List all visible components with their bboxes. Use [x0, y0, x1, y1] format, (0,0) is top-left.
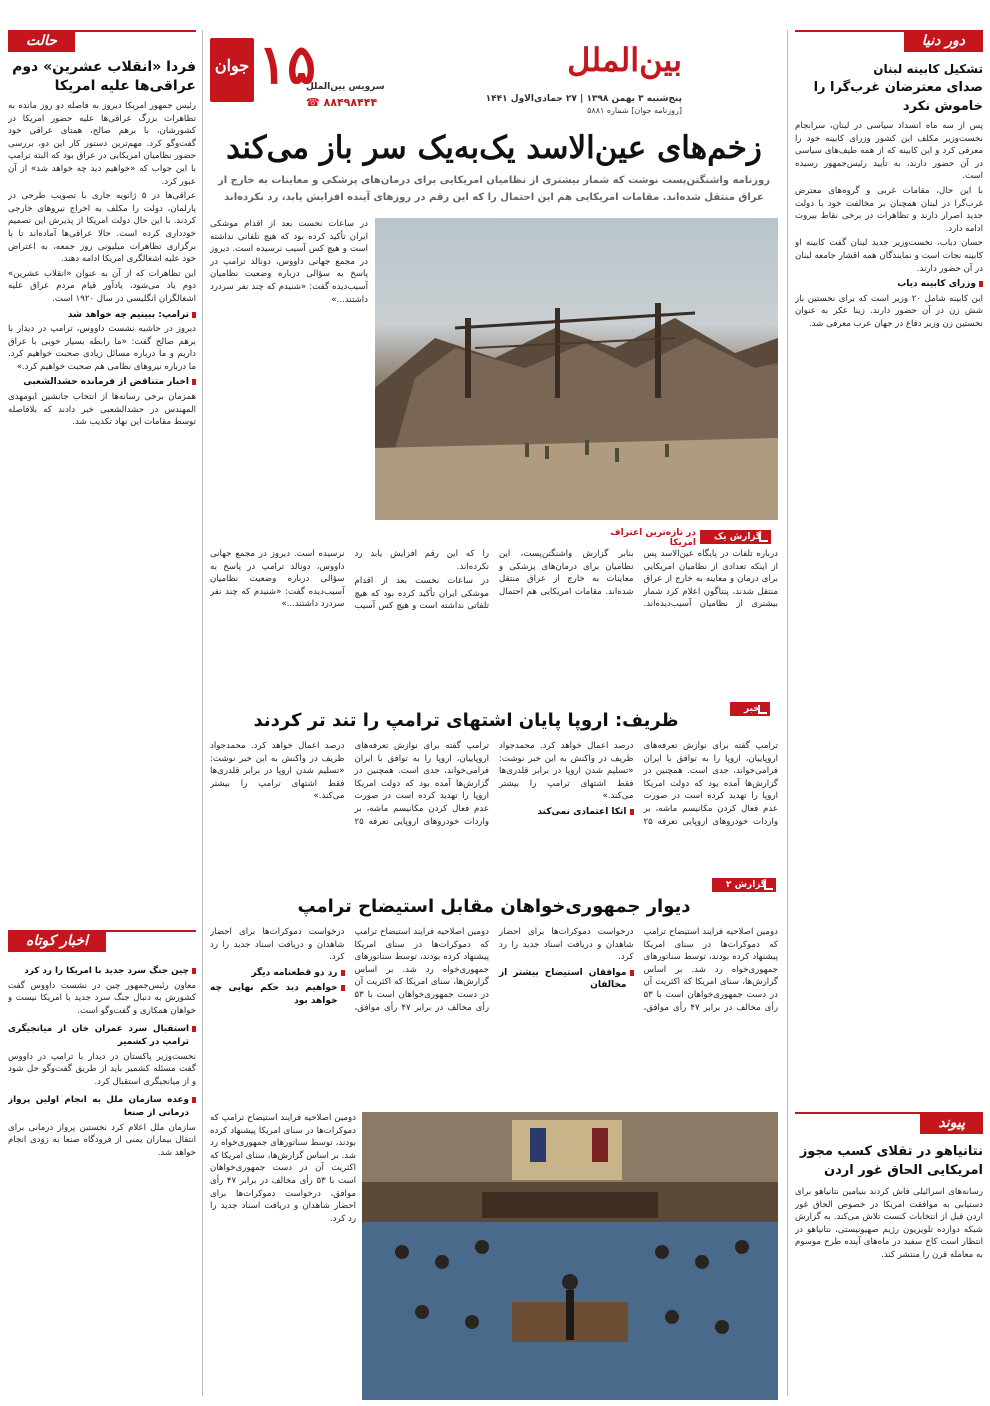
- main-photo: [375, 218, 778, 520]
- main-lead: روزنامه واشنگتن‌پست نوشت که شمار بیشتری از نظامیان امریکایی برای درمان‌های پزشکی و معاینات به خارج از عراق منتقل شده‌اند. مقامات امریکایی هم این احتمال را که این رقم در روزهای آینده افزایش یابد، رد نکرده‌اند: [218, 175, 770, 203]
- editor-label: سرویس بین‌الملل: [306, 82, 385, 92]
- paragraph: درباره تلفات در پایگاه عین‌الاسد پس از اینکه تعدادی از نظامیان امریکایی برای درمان و معاینه به خارج از عراق منتقل شدند، پنتاگون اعلام کرد شمار بیشتری از نظامیان آسیب‌دیده‌اند. بنابر گزارش واشنگتن‌پست، این نظامیان برای درمان‌های پزشکی و معاینات به خارج از عراق منتقل شده‌اند. مقامات امریکایی هم احتمال را که این رقم افزایش یابد رد نکرده‌اند.: [354, 549, 778, 610]
- logo-box: [210, 38, 254, 102]
- article-title: فردا «انقلاب عشرین» دوم عراقی‌ها علیه امریکا: [12, 59, 196, 94]
- paragraph: ترامپ گفته برای نوازش تعرفه‌های اروپاییان، اروپا را به توافق با ایران فرامی‌خواند، جدی است. همچنین در گزارش‌ها آمده بود که دولت امریکا اروپا را تهدید کرده است در صورت عدم فعال کردن مکانیسم ماشه، بر واردات خودروهای اروپایی تعرفه ۲۵ درصد اعمال خواهد کرد. محمدجواد ظریف در واکنش به این خبر نوشت: «تسلیم شدن اروپا در برابر قلدری‌ها فقط اشتهای ترامپ را بیشتر می‌کند.»: [499, 741, 778, 827]
- subheading: ترامپ: ببینیم چه خواهد شد: [8, 309, 196, 322]
- paragraph: رئیس جمهور امریکا دیروز به فاصله دو روز مانده به تظاهرات بزرگ عراقی‌ها علیه حضور امریکا در کشورشان، با برهم صالح، همتای عراقی خود گفت‌وگو کرد. مهم‌ترین دستور کار این دو، بررسی حضور نظامیان امریکایی در عراق بود که البته ترامپ با این جواب که «خواهیم دید چه خواهد شد» از آن عبور کرد.: [8, 101, 196, 187]
- paragraph: دومین اصلاحیه فرایند استیضاح ترامپ که دموکرات‌ها در سنای امریکا پیشنهاد کرده بودند، توسط سناتورهای جمهوری‌خواه رد شد. بر اساس گزارش‌ها، سنای امریکا که اکثریت آن در دست جمهوری‌خواهان است با ۵۳ رأی مخالف در برابر ۴۷ رأی موافق، درخواست دموکرات‌ها برای احضار شاهدان و دریافت اسناد جدید را رد کرد.: [499, 927, 778, 1013]
- section-name: بین‌الملل: [567, 41, 682, 79]
- destroyed-base-illustration: [375, 218, 778, 520]
- page-number: ۱۵: [258, 32, 317, 96]
- senate-chamber-illustration: [362, 1112, 778, 1400]
- section-band-label: حالت: [8, 30, 75, 52]
- paragraph: حسان دیاب، نخست‌وزیر جدید لبنان گفت کابینه او کابینه نجات است و نمایندگان همه اقشار جامعه لبنان در آن حضور دارند.: [795, 238, 983, 274]
- report-tab: [700, 530, 771, 544]
- bottom-section-band: [795, 1112, 983, 1138]
- main-headline: زخم‌های عین‌الاسد یک‌به‌یک سر باز می‌کند: [226, 130, 762, 166]
- paragraph: پس از سه ماه انسداد سیاسی در لبنان، سرانجام نخست‌وزیر مکلف این کشور وزرای کابینه خود را معرفی کرد و این کابینه که از همه طیف‌های سیاسی در آن حضور دارند، به تأیید رئیس‌جمهور رسیده است.: [795, 121, 983, 182]
- logo-brand: جوان: [214, 56, 250, 75]
- brief-item: [8, 965, 196, 1017]
- brief-item: [8, 1094, 196, 1159]
- paragraph: همزمان برخی رسانه‌ها از انتخاب جانشین ابومهدی المهندس در حشدالشعبی خبر دادند که بلافاصله توسط مقامات این نهاد تکذیب شد.: [8, 392, 196, 428]
- europe-headline: ظریف: اروپا پایان اشتهای ترامپ را تند تر کردند: [253, 710, 679, 731]
- section-band: [8, 30, 196, 56]
- editor-line: [306, 82, 385, 92]
- section-band: [795, 30, 983, 56]
- news-tab: [730, 702, 770, 716]
- paragraph: دیروز در حاشیه نشست داووس، ترامپ در دیدار با برهم صالح گفت: «ما رابطه بسیار خوبی با عراق داریم و ما درباره مسائل زیادی صحبت خواهیم کرد. ما درباره نیروهای نظامی هم صحبت خواهیم کرد.»: [8, 324, 196, 372]
- phone-number: [306, 96, 377, 109]
- paragraph: این تظاهرات که از آن به عنوان «انقلاب عشرین» دوم یاد می‌شود، یادآور قیام مردم عراق علیه اشغالگران انگلیسی در سال ۱۹۲۰ است.: [8, 268, 196, 304]
- right-column: [795, 30, 983, 1400]
- brief-text: سازمان ملل اعلام کرد نخستین پرواز درمانی برای انتقال بیماران یمنی از فرودگاه صنعا به زودی انجام خواهد شد.: [8, 1122, 196, 1158]
- article-body: [795, 120, 983, 1180]
- masthead: [210, 32, 778, 116]
- section-band-label: دور دنیا: [904, 30, 983, 52]
- column-rule: [202, 30, 203, 1396]
- phone-icon: ☎: [306, 96, 324, 109]
- news-tab-label: خبر: [744, 704, 760, 714]
- article-kicker: تشکیل کابینه لبنان: [873, 62, 983, 76]
- date-line: پنج‌شنبه ۳ بهمن ۱۳۹۸ | ۲۷ جمادی‌الاول ۱۴۴۱: [485, 94, 682, 104]
- brief-title: وعده سازمان ملل به انجام اولین پرواز درمانی از صنعا: [8, 1094, 196, 1119]
- brief-title: چین جنگ سرد جدید با امریکا را رد کرد: [8, 965, 196, 978]
- brief-news-list: [8, 962, 196, 1392]
- senate-body: [210, 926, 778, 1106]
- paragraph: با این حال، مقامات غربی و گروه‌های معترض غرب‌گرا در لبنان همچنان بر مخالفت خود با دولت جدید اصرار دارند و تظاهرات در برخی نقاط بیروت ادامه دارد.: [795, 185, 983, 234]
- brief-text: نخست‌وزیر پاکستان در دیدار با ترامپ در داووس گفت مسئله کشمیر باید از طریق گفت‌وگو حل شود و از میانجیگری استقبال کرد.: [8, 1051, 196, 1087]
- report-body: [210, 548, 778, 698]
- side-article: در ساعات نخست بعد از اقدام موشکی ایران تأکید کرده بود که هیچ تلفاتی نداشته است و هیچ کس آسیب نرسیده است. دیروز در مجمع جهانی داووس، دونالد ترامپ در پاسخ به سؤالی درباره وضعیت نظامیان آسیب‌دیده گفت: «شنیدم که چند نفر سردرد داشتند...»: [210, 219, 368, 305]
- paragraph: در ساعات نخست بعد از اقدام موشکی ایران تأکید کرده بود که هیچ تلفاتی نداشته است و هیچ کس آسیب نرسیده است. دیروز در مجمع جهانی داووس، دونالد ترامپ در پاسخ به سؤالی درباره وضعیت نظامیان آسیب‌دیده گفت: «شنیدم که چند نفر سردرد داشتند...»: [210, 549, 489, 612]
- brief-title: استقبال سرد عمران خان از میانجیگری ترامپ در کشمیر: [8, 1023, 196, 1048]
- brief-news-band: [8, 930, 196, 956]
- report2-tab-label: گزارش ۲: [726, 880, 767, 890]
- issue-line: [روزنامه جوان] شماره ۵۸۸۱: [587, 106, 682, 115]
- brief-text: معاون رئیس‌جمهور چین در نشست داووس گفت کشورش به دنبال جنگ سرد جدید با امریکا نیست و خواهان همکاری و گفت‌وگو است.: [8, 980, 196, 1016]
- europe-body: [210, 740, 778, 876]
- report2-tab: [712, 878, 776, 892]
- subheading: اخبار متناقض از فرمانده حشدالشعبی: [8, 376, 196, 389]
- subheading: رد دو قطعنامه دیگر: [210, 967, 345, 980]
- phone-value: ۸۸۴۹۸۴۴۴: [323, 96, 378, 109]
- paragraph: ترامپ گفته برای نوازش تعرفه‌های اروپاییان، اروپا را به توافق با ایران فرامی‌خواند، جدی است. همچنین در گزارش‌ها آمده بود که دولت امریکا اروپا را تهدید کرده است در صورت عدم فعال کردن مکانیسم ماشه، بر واردات خودروهای اروپایی تعرفه ۲۵ درصد اعمال خواهد کرد. محمدجواد ظریف در واکنش به این خبر نوشت: «تسلیم شدن اروپا در برابر قلدری‌ها فقط اشتهای ترامپ را بیشتر می‌کند.»: [210, 741, 489, 827]
- subheading: اتکا اعتمادی نمی‌کند: [499, 806, 634, 819]
- bottom-section-band-label: پیوند: [920, 1112, 983, 1134]
- subheading: وزرای کابینه دیاب: [795, 278, 983, 291]
- bottom-article-body: رسانه‌های اسرائیلی فاش کردند بنیامین نتانیاهو برای دستیابی به موافقت امریکا در خصوص الحاق غور اردن قبل از انتخابات کنست تلاش می‌کند. به گزارش شبکه دوازده تلویزیون رژیم صهیونیستی، نتانیاهو در انتظار است کاخ سفید در ماه‌های آینده طرح موسوم به معامله قرن را منتشر کند.: [795, 1187, 983, 1260]
- column-rule: [787, 30, 788, 1396]
- senate-headline: دیوار جمهوری‌خواهان مقابل استیضاح ترامپ: [297, 896, 691, 917]
- brief-news-band-label: اخبار کوتاه: [8, 930, 106, 952]
- paragraph: این کابینه شامل ۲۰ وزیر است که برای نخستین بار شش زن در آن حضور دارند. زینا عکر به عنوان نخستین زن وزیر دفاع در جهان عرب معرفی شد.: [795, 293, 983, 329]
- senate-photo: [362, 1112, 778, 1400]
- subheading: خواهیم دید حکم نهایی چه خواهد بود: [210, 982, 345, 1007]
- left-column: [8, 30, 196, 1400]
- report-tab-label: گزارش یک: [714, 532, 762, 542]
- article-body: [8, 100, 196, 955]
- subheading: موافقان استیضاح بیشتر از مخالفان: [499, 967, 634, 992]
- brief-item: [8, 1023, 196, 1088]
- bottom-article-title: نتانیاهو در تقلای کسب مجوز امریکایی الحاق غور اردن: [799, 1144, 983, 1178]
- paragraph: عراقی‌ها در ۵ ژانویه جاری با تصویب طرحی در پارلمان، دولت را مکلف به اخراج نیروهای خارجی کردند. با این حال دولت امریکا از پذیرش این تصمیم خودداری کرده است. حالا عراقی‌ها آماده‌اند تا با برگزاری تظاهرات میلیونی روز جمعه، به اعتراض خود علیه اشغالگری امریکا ادامه دهند.: [8, 191, 196, 265]
- article-title: صدای معترضان غرب‌گرا را خاموش نکرد: [813, 80, 983, 114]
- paragraph: دومین اصلاحیه فرایند استیضاح ترامپ که دموکرات‌ها در سنای امریکا پیشنهاد کرده بودند، توسط سناتورهای جمهوری‌خواه رد شد. بر اساس گزارش‌ها، سنای امریکا که اکثریت آن در دست جمهوری‌خواهان است با ۵۳ رأی مخالف در برابر ۴۷ رأی موافق، درخواست دموکرات‌ها برای احضار شاهدان و دریافت اسناد جدید را رد کرد.: [210, 927, 489, 1013]
- senate-side-text: دومین اصلاحیه فرایند استیضاح ترامپ که دموکرات‌ها در سنای امریکا پیشنهاد کرده بودند، توسط سناتورهای جمهوری‌خواه رد شد. بر اساس گزارش‌ها، سنای امریکا که اکثریت آن در دست جمهوری‌خواهان است با ۵۳ رأی مخالف در برابر ۴۷ رأی موافق، درخواست دموکرات‌ها برای احضار شاهدان و دریافت اسناد جدید را رد کرد.: [210, 1113, 356, 1224]
- report-intro: در تازه‌ترین اعتراف امریکا: [610, 528, 696, 548]
